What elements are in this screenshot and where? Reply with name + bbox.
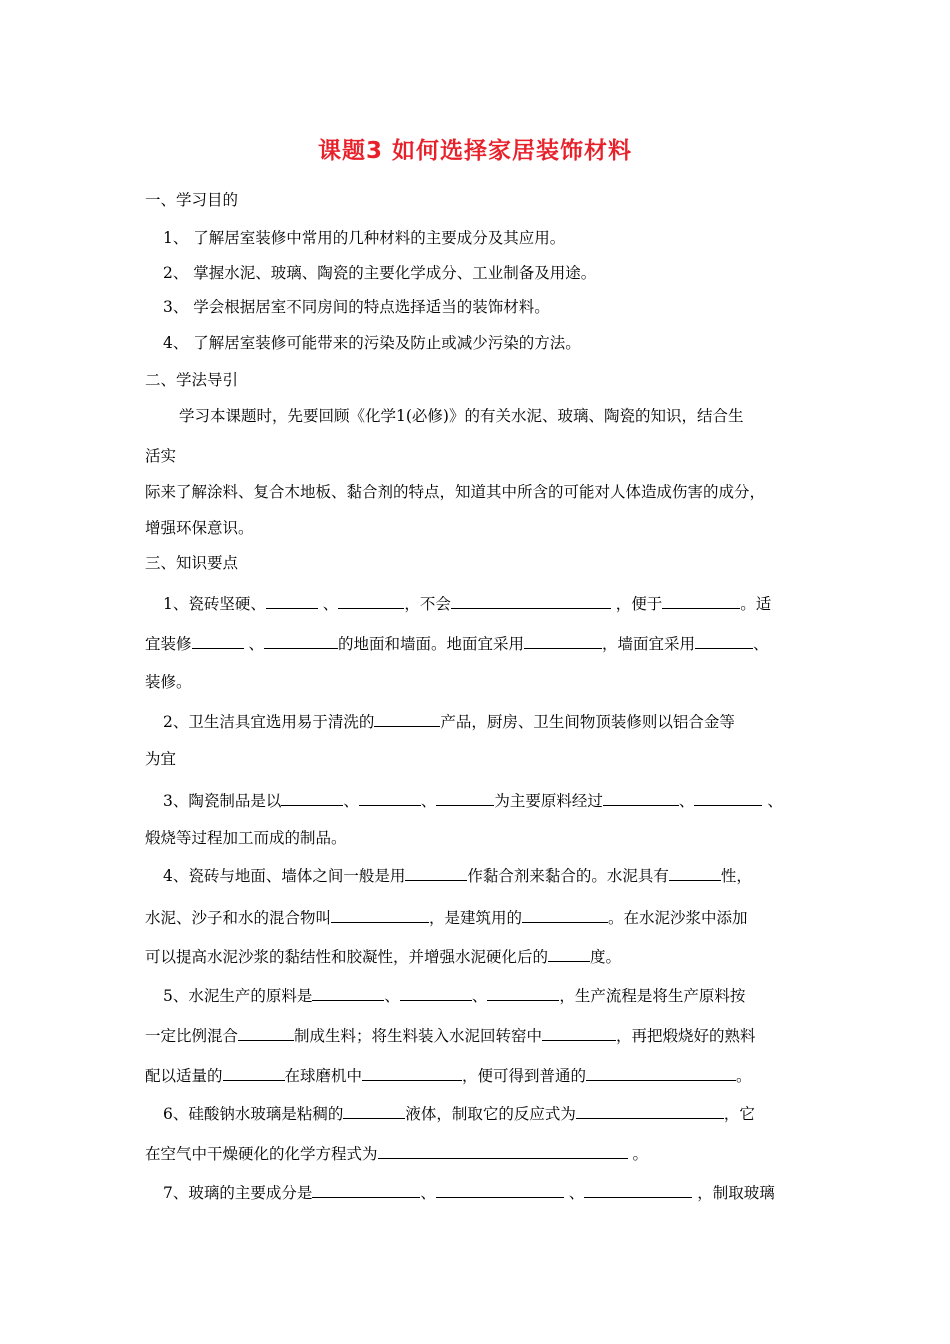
- knowledge-item-5-line: 5、水泥生产的原料是 、 、 ，生产流程是将生产原料按: [163, 984, 745, 1006]
- fill-blank: [603, 789, 679, 806]
- fill-blank: [522, 906, 608, 923]
- knowledge-item-3-line: 煅烧等过程加工而成的制品。: [145, 829, 347, 847]
- fill-blank: [524, 632, 602, 649]
- knowledge-item-5-line: 一定比例混合 制成生料；将生料装入水泥回转窑中 ，再把煅烧好的熟料: [145, 1024, 756, 1046]
- fill-blank: [281, 789, 343, 806]
- fill-blank: [359, 789, 421, 806]
- goal-item: 3、 学会根据居室不同房间的特点选择适当的装饰材料。: [163, 298, 550, 316]
- fill-blank: [436, 1181, 564, 1198]
- fill-blank: [542, 1024, 616, 1041]
- fill-blank: [362, 1064, 462, 1081]
- goal-item: 2、 掌握水泥、玻璃、陶瓷的主要化学成分、工业制备及用途。: [163, 264, 597, 282]
- goal-item: 1、 了解居室装修中常用的几种材料的主要成分及其应用。: [163, 229, 566, 247]
- fill-blank: [374, 710, 440, 727]
- fill-blank: [669, 864, 721, 881]
- fill-blank: [586, 1064, 736, 1081]
- knowledge-item-4-line: 4、瓷砖与地面、墙体之间一般是用 作黏合剂来黏合的。水泥具有 性，: [163, 864, 752, 886]
- fill-blank: [312, 1181, 420, 1198]
- fill-blank: [436, 789, 494, 806]
- knowledge-item-1-line: 宜装修 、 的地面和墙面。地面宜采用 ，墙面宜采用 、: [145, 632, 769, 654]
- fill-blank: [576, 1102, 724, 1119]
- fill-blank: [487, 984, 559, 1001]
- fill-blank: [338, 592, 404, 609]
- fill-blank: [378, 1142, 628, 1159]
- knowledge-item-4-line: 可以提高水泥沙浆的黏结性和胶凝性，并增强水泥硬化后的 度。: [145, 945, 621, 967]
- knowledge-item-6-line: 在空气中干燥硬化的化学方程式为 。: [145, 1142, 648, 1164]
- fill-blank: [662, 592, 740, 609]
- knowledge-item-7-line: 7、玻璃的主要成分是 、 、 ，制取玻璃: [163, 1181, 775, 1203]
- fill-blank: [451, 592, 611, 609]
- knowledge-item-6-line: 6、硅酸钠水玻璃是粘稠的 液体，制取它的反应式为 ，它: [163, 1102, 755, 1124]
- fill-blank: [695, 632, 753, 649]
- fill-blank: [343, 1102, 405, 1119]
- guide-paragraph-line: 学习本课题时，先要回顾《化学1(必修)》的有关水泥、玻璃、陶瓷的知识，结合生: [179, 407, 744, 425]
- knowledge-item-2-line: 为宜: [145, 750, 177, 768]
- fill-blank: [400, 984, 472, 1001]
- fill-blank: [312, 984, 384, 1001]
- fill-blank: [331, 906, 429, 923]
- fill-blank: [584, 1181, 692, 1198]
- goal-item: 4、 了解居室装修可能带来的污染及防止或减少污染的方法。: [163, 334, 581, 352]
- fill-blank: [192, 632, 244, 649]
- section-heading-goals: 一、学习目的: [145, 191, 239, 209]
- knowledge-item-4-line: 水泥、沙子和水的混合物叫 ，是建筑用的 。在水泥沙浆中添加: [145, 906, 748, 928]
- section-heading-guide: 二、学法导引: [145, 371, 239, 389]
- fill-blank: [266, 592, 318, 609]
- fill-blank: [548, 945, 590, 962]
- knowledge-item-1-line: 1、瓷砖坚硬、 、 ，不会 ，便于 。适: [163, 592, 771, 614]
- knowledge-item-1-line: 装修。: [145, 673, 192, 691]
- knowledge-item-5-line: 配以适量的 在球磨机中 ，便可得到普通的 。: [145, 1064, 752, 1086]
- fill-blank: [405, 864, 467, 881]
- fill-blank: [223, 1064, 285, 1081]
- fill-blank: [238, 1024, 294, 1041]
- section-heading-knowledge: 三、知识要点: [145, 554, 239, 572]
- guide-paragraph-line: 增强环保意识。: [145, 519, 254, 537]
- guide-paragraph-line: 活实: [145, 447, 177, 465]
- fill-blank: [694, 789, 762, 806]
- document-title: 课题3 如何选择家居装饰材料: [317, 138, 632, 164]
- knowledge-item-2-line: 2、卫生洁具宜选用易于清洗的 产品，厨房、卫生间物顶装修则以铝合金等: [163, 710, 735, 732]
- guide-paragraph-line: 际来了解涂料、复合木地板、黏合剂的特点，知道其中所含的可能对人体造成伤害的成分，: [145, 483, 766, 501]
- fill-blank: [264, 632, 338, 649]
- knowledge-item-3-line: 3、陶瓷制品是以 、 、 为主要原料经过 、 、: [163, 789, 783, 811]
